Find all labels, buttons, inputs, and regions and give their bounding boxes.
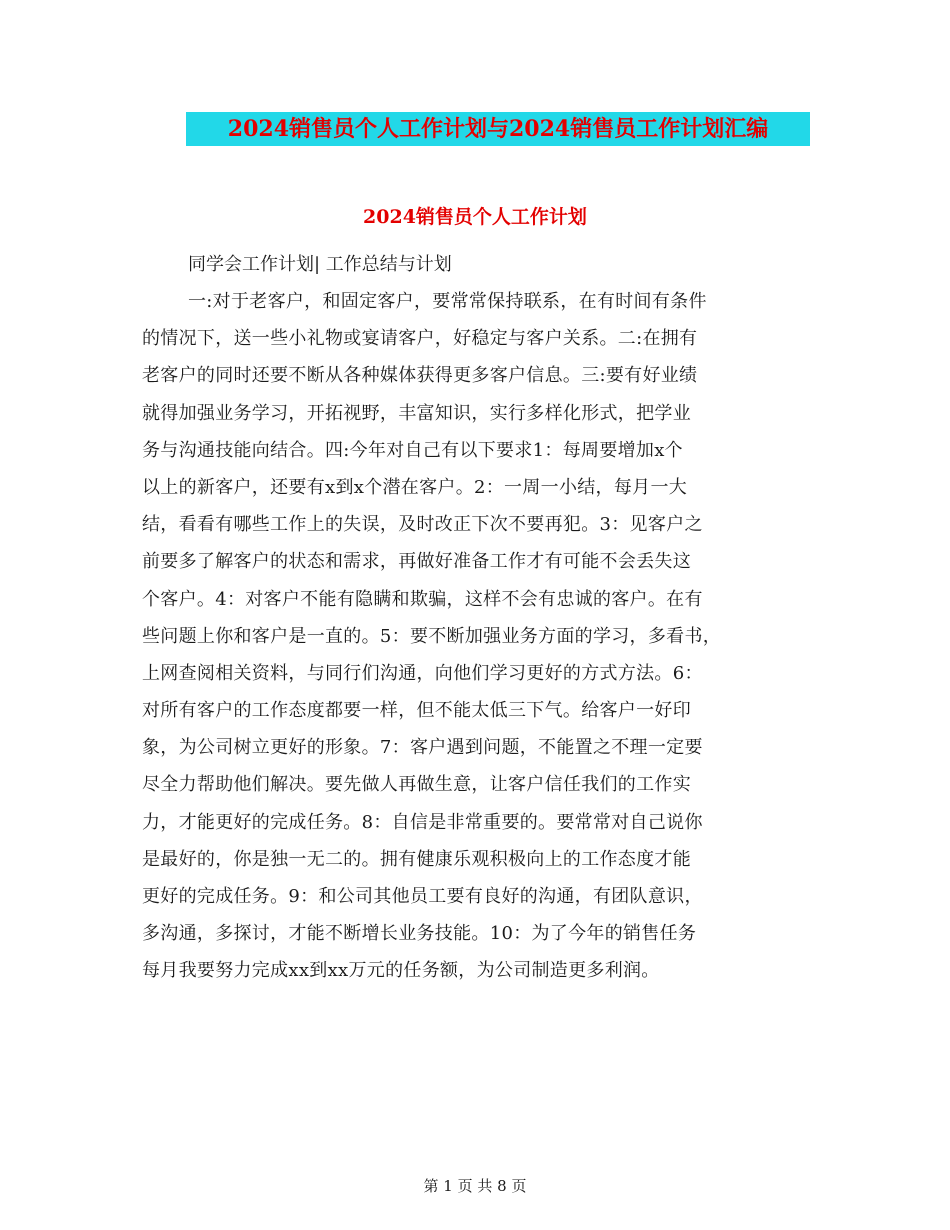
body-line: 象，为公司树立更好的形象。7：客户遇到问题，不能置之不理一定要 (142, 737, 703, 759)
body-line: 更好的完成任务。9：和公司其他员工要有良好的沟通，有团队意识， (142, 886, 703, 907)
body-line: 尽全力帮助他们解决。要先做人再做生意，让客户信任我们的工作实 (142, 774, 691, 796)
body-line: 的情况下，送一些小礼物或宴请客户，好稳定与客户关系。二:在拥有 (142, 328, 698, 350)
body-line: 力，才能更好的完成任务。8：自信是非常重要的。要常常对自己说你 (142, 811, 703, 833)
body-line: 个客户。4：对客户不能有隐瞒和欺骗，这样不会有忠诚的客户。在有 (142, 588, 703, 610)
body-line: 老客户的同时还要不断从各种媒体获得更多客户信息。三:要有好业绩 (142, 365, 698, 387)
body-paragraph (142, 287, 812, 994)
main-title: 2024销售员个人工作计划与2024销售员工作计划汇编 (227, 116, 769, 142)
main-title-highlight (186, 112, 810, 146)
body-line: 一:对于老客户，和固定客户，要常常保持联系，在有时间有条件 (188, 291, 707, 312)
body-line: 结，看看有哪些工作上的失误，及时改正下次不要再犯。3：见客户之 (142, 514, 703, 536)
body-line: 多沟通，多探讨，才能不断增长业务技能。10：为了今年的销售任务 (142, 923, 697, 945)
body-line: 对所有客户的工作态度都要一样，但不能太低三下气。给客户一好印 (142, 700, 691, 722)
body-line: 以上的新客户，还要有x到x个潜在客户。2：一周一小结，每月一大 (142, 476, 688, 498)
category-line: 同学会工作计划| 工作总结与计划 (188, 254, 452, 275)
page-number-footer: 第 1 页 共 8 页 (423, 1177, 527, 1195)
body-line: 些问题上你和客户是一直的。5：要不断加强业务方面的学习，多看书， (142, 625, 722, 647)
section-title: 2024销售员个人工作计划 (363, 206, 587, 228)
body-line: 前要多了解客户的状态和需求，再做好准备工作才有可能不会丢失这 (142, 551, 691, 573)
body-line: 上网查阅相关资料，与同行们沟通，向他们学习更好的方式方法。6： (142, 662, 703, 684)
body-line: 是最好的，你是独一无二的。拥有健康乐观积极向上的工作态度才能 (142, 848, 691, 870)
body-line: 每月我要努力完成xx到xx万元的任务额，为公司制造更多利润。 (142, 960, 660, 982)
body-line: 务与沟通技能向结合。四:今年对自己有以下要求1：每周要增加x个 (142, 439, 683, 461)
body-line: 就得加强业务学习，开拓视野，丰富知识，实行多样化形式，把学业 (142, 402, 691, 424)
